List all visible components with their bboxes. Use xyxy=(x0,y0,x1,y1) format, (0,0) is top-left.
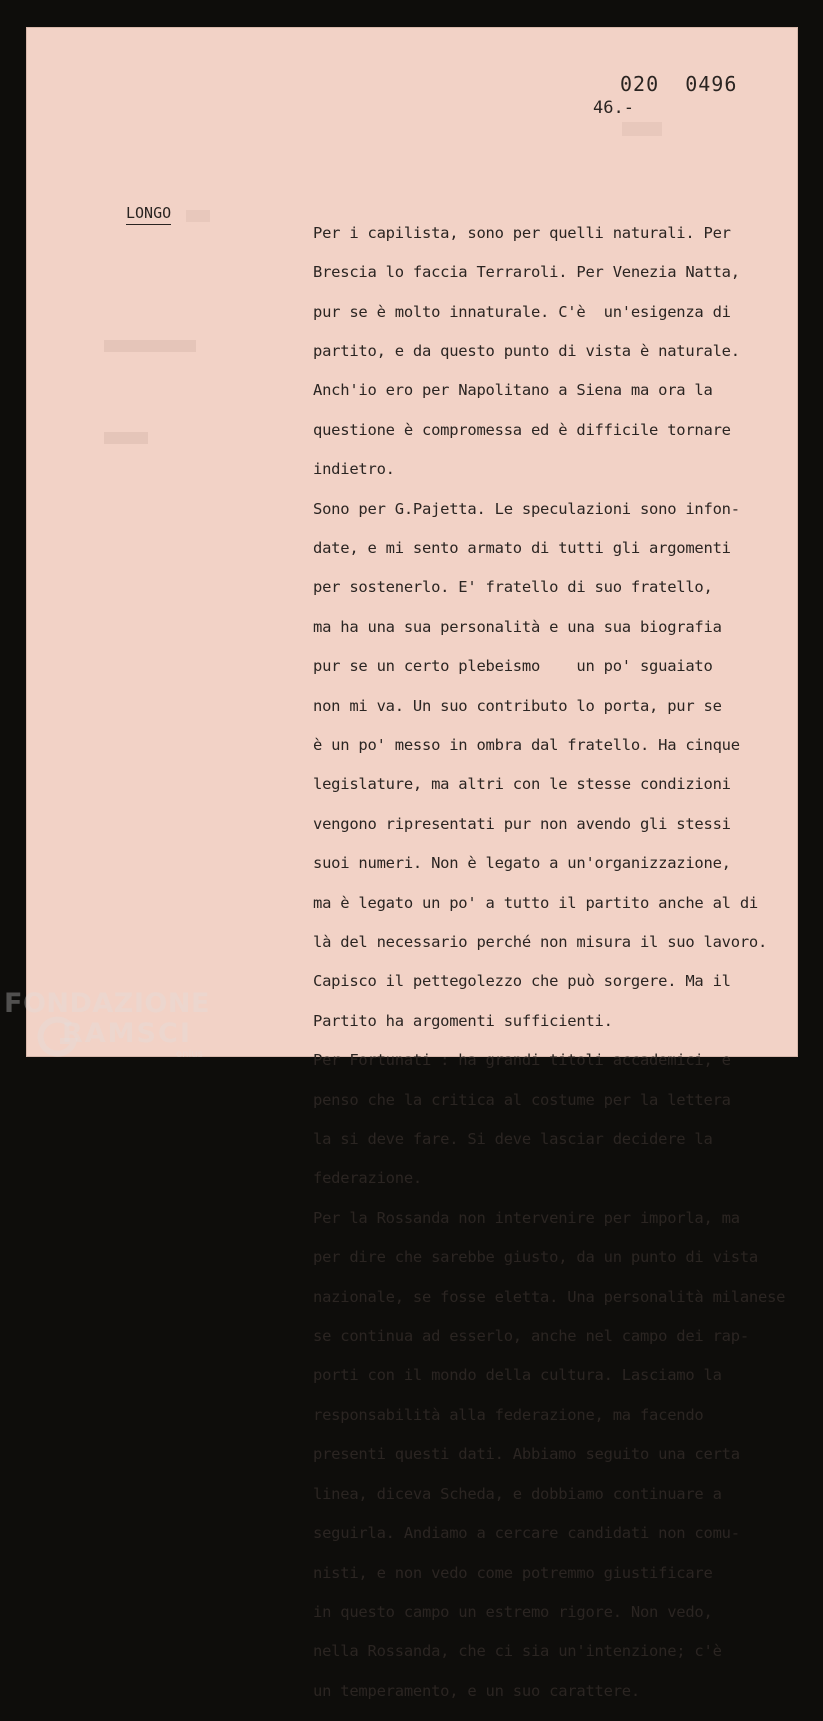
text-line: non mi va. Un suo contributo lo porta, pur se xyxy=(313,696,722,715)
text-line: linea, diceva Scheda, e dobbiamo continuare a xyxy=(313,1484,722,1503)
text-line: Brescia lo faccia Terraroli. Per Venezia Natta, xyxy=(313,263,740,282)
text-line: Per Fortunati : ha grandi titoli accademici, e xyxy=(313,1051,731,1070)
text-line: Sono per G.Pajetta. Le speculazioni sono infon- xyxy=(313,499,740,518)
bleed-through-mark xyxy=(622,122,662,136)
text-line: Per la Rossanda non intervenire per imporla, ma xyxy=(313,1208,740,1227)
text-line: penso che la critica al costume per la lettera xyxy=(313,1090,731,1109)
text-line: Partito ha argomenti sufficienti. xyxy=(313,1011,613,1030)
text-line: pur se è molto innaturale. C'è un'esigenza di xyxy=(313,302,731,321)
text-line: per sostenerlo. E' fratello di suo fratello, xyxy=(313,578,713,597)
speaker-name: LONGO xyxy=(126,204,171,225)
text-line: suoi numeri. Non è legato a un'organizzazione, xyxy=(313,854,731,873)
text-line: pur se un certo plebeismo un po' sguaiato xyxy=(313,657,713,676)
bleed-through-mark xyxy=(186,210,210,222)
text-line: per dire che sarebbe giusto, da un punto di vista xyxy=(313,1248,759,1267)
text-line: là del necessario perché non misura il suo lavoro. xyxy=(313,933,768,952)
text-line: porti con il mondo della cultura. Lasciamo la xyxy=(313,1366,722,1385)
text-line: presenti questi dati. Abbiamo seguito una certa xyxy=(313,1445,740,1464)
bleed-through-mark xyxy=(104,340,196,352)
text-line: responsabilità alla federazione, ma facendo xyxy=(313,1405,704,1424)
text-line: indietro. xyxy=(313,460,395,479)
text-line: federazione. xyxy=(313,1169,422,1188)
watermark-subtitle: RAMSCI xyxy=(62,1018,192,1049)
text-line: legislature, ma altri con le stesse condizioni xyxy=(313,775,731,794)
document-number: 020 0496 xyxy=(620,72,738,96)
bleed-through-mark xyxy=(104,432,148,444)
text-line: Capisco il pettegolezzo che può sorgere. Ma il xyxy=(313,972,731,991)
archive-watermark xyxy=(4,988,210,1060)
transcript-body xyxy=(313,204,803,1721)
text-line: in questo campo un estremo rigore. Non vedo, xyxy=(313,1602,713,1621)
text-line: partito, e da questo punto di vista è naturale. xyxy=(313,341,740,360)
text-line: ma è legato un po' a tutto il partito anche al di xyxy=(313,893,759,912)
watermark-g-logo-icon xyxy=(36,1015,80,1059)
text-line: un temperamento, e un suo carattere. xyxy=(313,1681,640,1700)
watermark-title: FONDAZIONE xyxy=(4,988,210,1019)
text-line: ma ha una sua personalità e una sua biografia xyxy=(313,617,722,636)
text-line: nisti, e non vedo come potremmo giustificare xyxy=(313,1563,713,1582)
page-number: 46.- xyxy=(593,98,634,118)
text-line: è un po' messo in ombra dal fratello. Ha cinque xyxy=(313,735,740,754)
text-line: questione è compromessa ed è difficile tornare xyxy=(313,420,731,439)
text-line: Per i capilista, sono per quelli naturali. Per xyxy=(313,223,731,242)
text-line: se continua ad esserlo, anche nel campo dei rap- xyxy=(313,1327,749,1346)
text-line: la si deve fare. Si deve lasciar decidere la xyxy=(313,1130,713,1149)
text-line: nazionale, se fosse eletta. Una personalità milanese xyxy=(313,1287,786,1306)
text-line: date, e mi sento armato di tutti gli argomenti xyxy=(313,538,731,557)
text-line: Anch'io ero per Napolitano a Siena ma ora la xyxy=(313,381,713,400)
text-line: nella Rossanda, che ci sia un'intenzione; c'è xyxy=(313,1642,722,1661)
text-line: vengono ripresentati pur non avendo gli stessi xyxy=(313,814,731,833)
watermark-onlus: onlus xyxy=(176,1049,203,1060)
text-line: seguirla. Andiamo a cercare candidati non comu- xyxy=(313,1524,740,1543)
